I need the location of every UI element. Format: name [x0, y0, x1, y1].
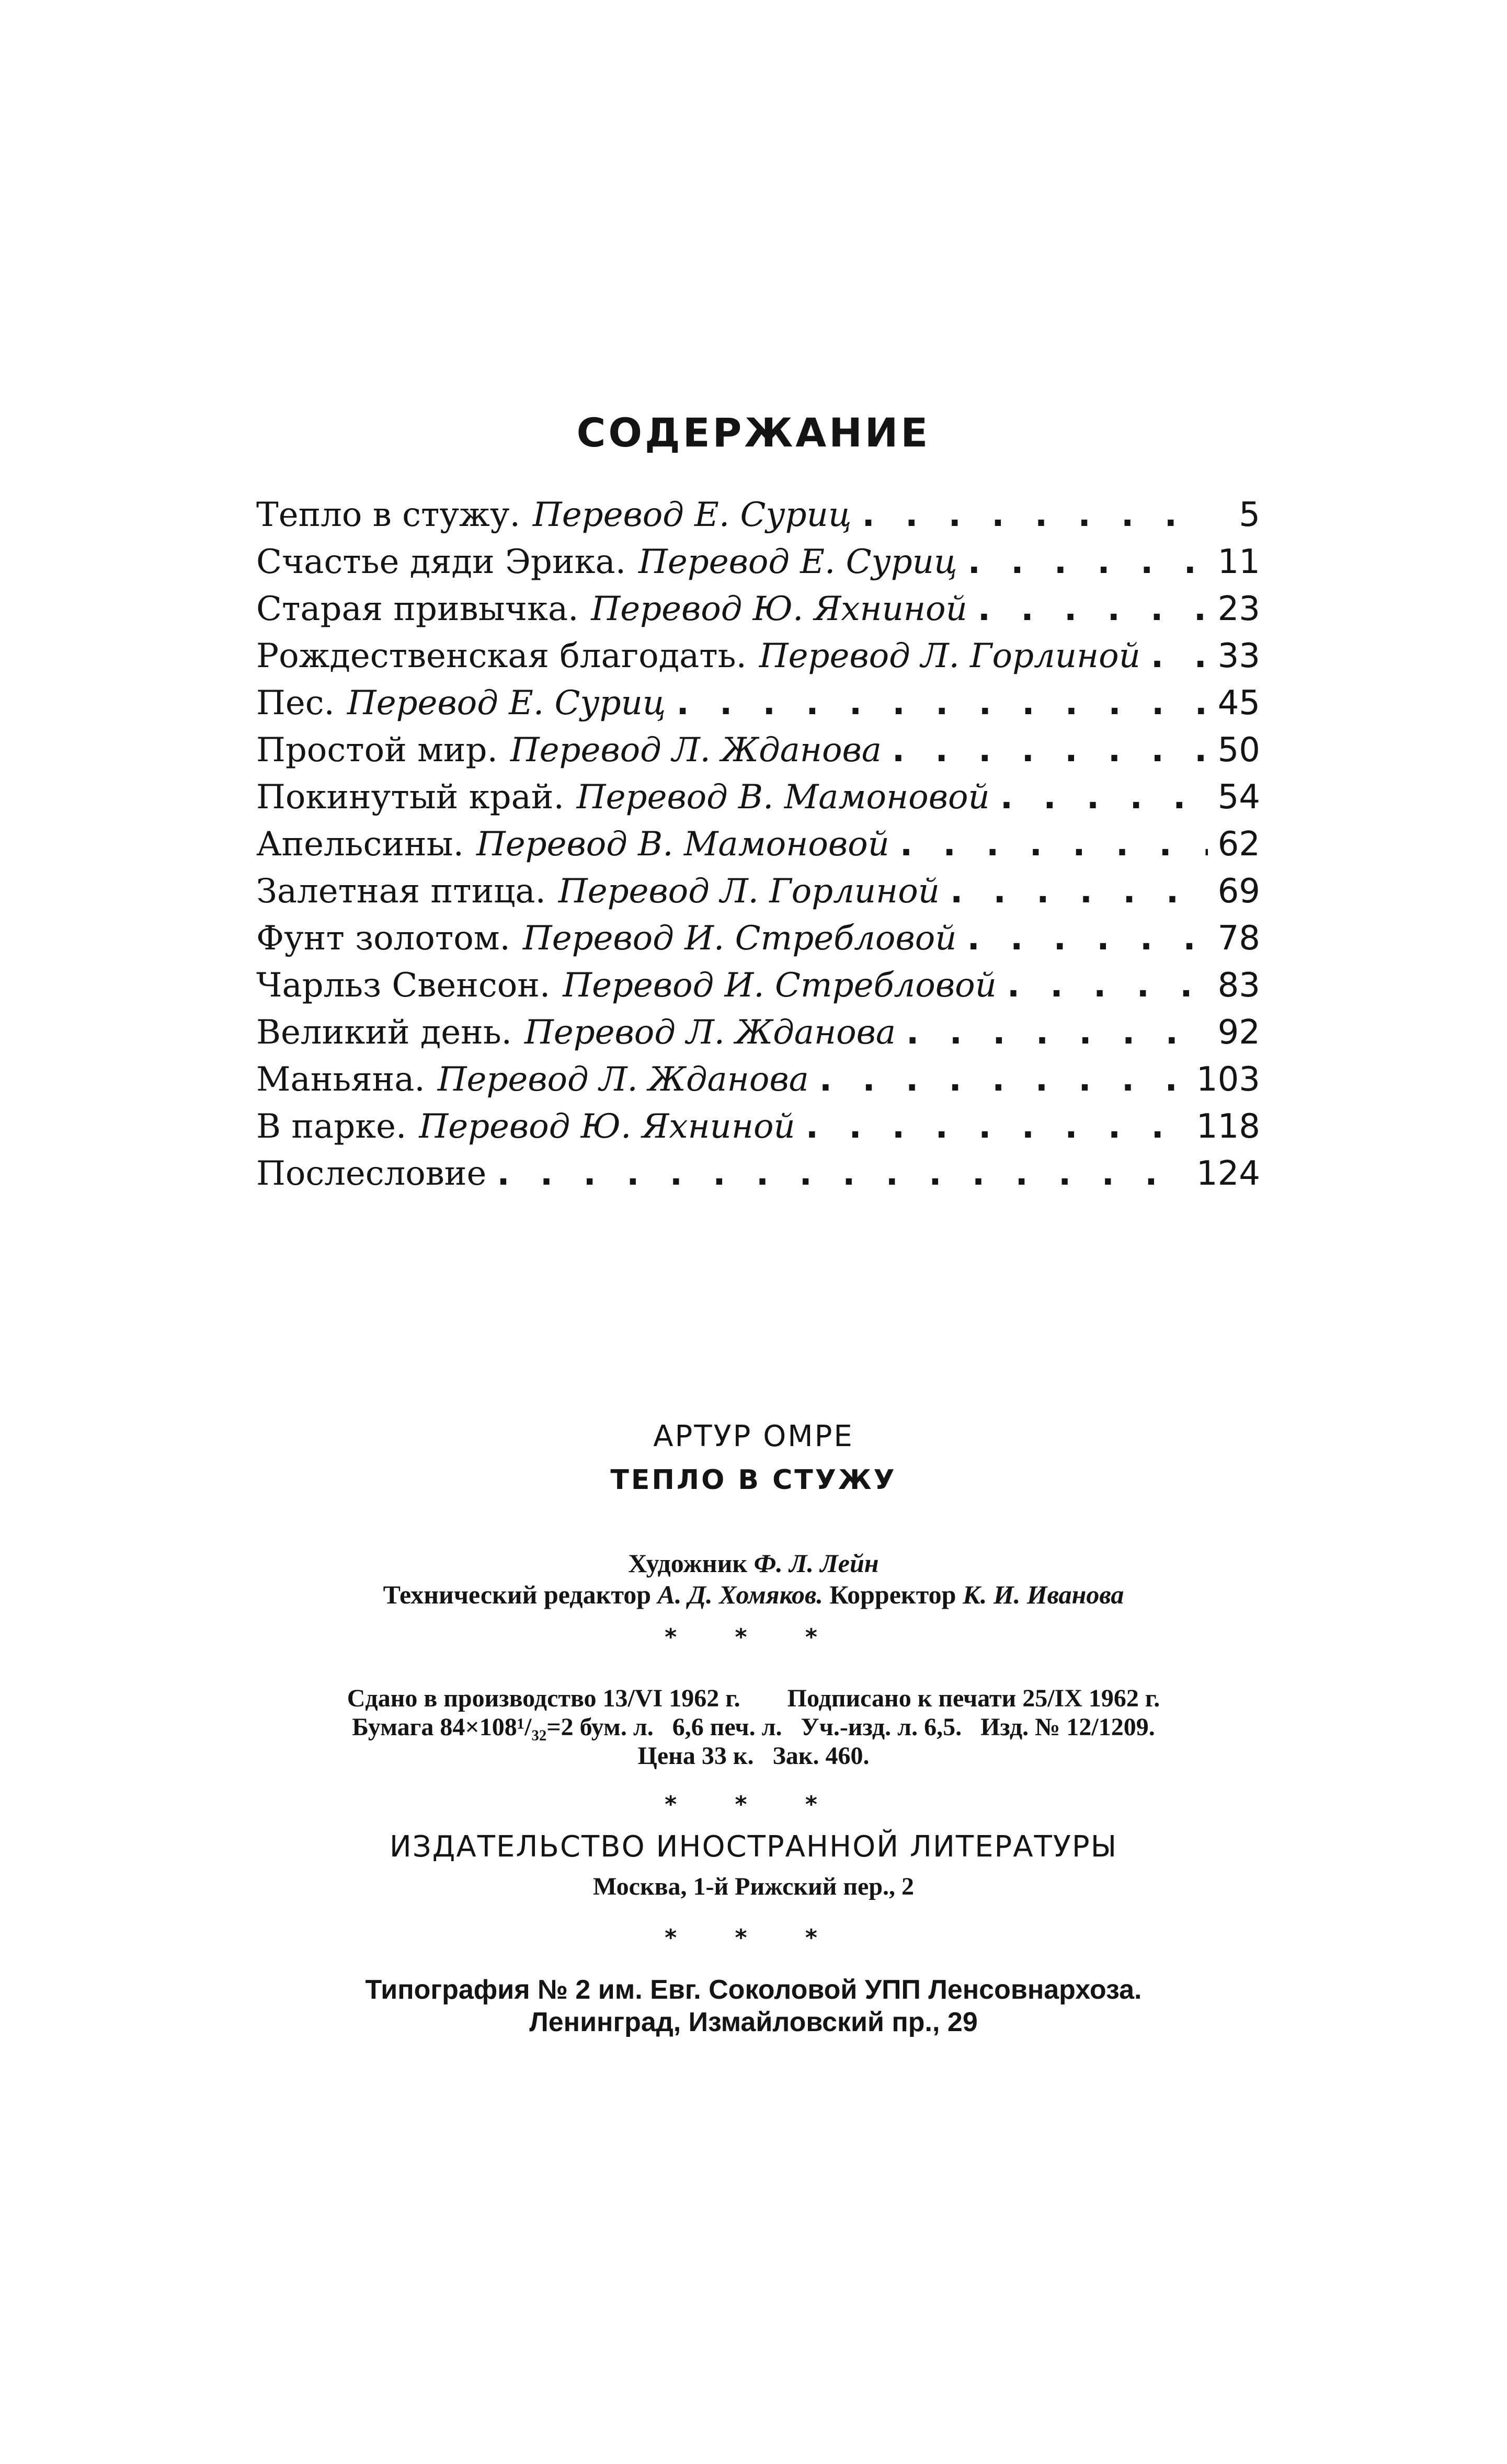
tech-editor-name: А. Д. Хомяков. [657, 1580, 823, 1609]
toc-translator: Перевод Л. Горлиной [558, 872, 940, 911]
toc-story-title: Рождественская благодать. [256, 637, 747, 675]
toc-entry [256, 538, 1260, 586]
toc-translator: Перевод В. Мамоновой [576, 778, 990, 817]
toc-entry [256, 1009, 1260, 1056]
toc-translator: Перевод Е. Суриц [347, 684, 666, 723]
toc-page-number: 118 [1196, 1107, 1260, 1146]
toc-entry [256, 868, 1260, 915]
toc-leader-dots [676, 680, 1208, 727]
toc-entry [256, 1150, 1260, 1197]
toc-page-number: 45 [1217, 684, 1260, 723]
printed-sheets: 6,6 печ. л. [672, 1713, 782, 1741]
toc-leader-dots [950, 868, 1208, 915]
toc-translator: Перевод Л. Горлиной [759, 637, 1140, 675]
toc-translator: Перевод Л. Жданова [437, 1060, 809, 1099]
toc-story-title: Старая привычка. [256, 590, 579, 628]
author-name: АРТУР ОМРЕ [653, 1419, 854, 1453]
toc-page-number: 124 [1196, 1154, 1260, 1193]
toc-story-title: Послесловие [256, 1154, 487, 1193]
toc-entry [256, 821, 1260, 868]
toc-story-title: Пес. [256, 684, 335, 723]
toc-page-number: 69 [1217, 872, 1260, 911]
order-number: Зак. 460. [772, 1742, 870, 1770]
toc-story-title: Фунт золотом. [256, 919, 510, 958]
price: Цена 33 к. [637, 1742, 754, 1770]
toc-leader-dots [967, 915, 1208, 962]
contents-heading: СОДЕРЖАНИЕ [576, 409, 931, 456]
toc-leader-dots [819, 1056, 1191, 1103]
toc-leader-dots [806, 1103, 1191, 1150]
printer-address: Ленинград, Измайловский пр., 29 [529, 2007, 978, 2037]
toc-entry [256, 727, 1260, 774]
separator-stars: * * * [665, 1924, 842, 1951]
toc-entry [256, 774, 1260, 821]
table-of-contents [256, 491, 1260, 1197]
toc-leader-dots [968, 538, 1208, 586]
toc-translator: Перевод Е. Суриц [532, 496, 852, 534]
edition-sheets: Уч.-изд. л. 6,5. [801, 1713, 962, 1741]
toc-translator: Перевод Ю. Яхниной [591, 590, 967, 628]
toc-page-number: 103 [1196, 1060, 1260, 1099]
toc-entry [256, 586, 1260, 633]
artist-name: Ф. Л. Лейн [754, 1549, 879, 1578]
toc-story-title: Апельсины. [256, 825, 464, 864]
toc-story-title: Великий день. [256, 1013, 512, 1052]
toc-story-title: Залетная птица. [256, 872, 546, 911]
toc-story-title: Покинутый край. [256, 778, 564, 817]
toc-entry [256, 962, 1260, 1009]
toc-entry [256, 915, 1260, 962]
signed-date: Подписано к печати 25/IX 1962 г. [787, 1684, 1160, 1712]
toc-page-number: 62 [1217, 825, 1260, 864]
toc-entry [256, 1103, 1260, 1150]
toc-leader-dots [1007, 962, 1208, 1009]
proofreader-label: Корректор [829, 1580, 956, 1609]
toc-story-title: Чарльз Свенсон. [256, 966, 551, 1005]
toc-page-number: 78 [1217, 919, 1260, 958]
toc-story-title: Простой мир. [256, 731, 498, 770]
toc-entry [256, 491, 1260, 538]
toc-translator: Перевод Л. Жданова [510, 731, 882, 770]
editors-credit [0, 1581, 1507, 1608]
production-date: Сдано в производство 13/VI 1962 г. [347, 1684, 740, 1712]
toc-page-number: 54 [1217, 778, 1260, 817]
edition-number: Изд. № 12/1209. [980, 1713, 1155, 1741]
toc-page-number: 23 [1217, 590, 1260, 628]
toc-page-number: 83 [1217, 966, 1260, 1005]
toc-entry [256, 633, 1260, 680]
toc-page-number: 92 [1217, 1013, 1260, 1052]
toc-translator: Перевод В. Мамоновой [476, 825, 889, 864]
book-title: ТЕПЛО В СТУЖУ [610, 1464, 897, 1496]
artist-label: Художник [628, 1549, 748, 1578]
toc-story-title: Тепло в стужу. [256, 496, 520, 534]
toc-translator: Перевод И. Стребловой [563, 966, 997, 1005]
toc-leader-dots [900, 821, 1208, 868]
proofreader-name: К. И. Иванова [962, 1580, 1124, 1609]
publisher-address: Москва, 1-й Рижский пер., 2 [592, 1873, 915, 1900]
toc-leader-dots [497, 1150, 1191, 1197]
toc-translator: Перевод И. Стребловой [522, 919, 957, 958]
printer-line: Типография № 2 им. Евг. Соколовой УПП Ленсовнархоза. [365, 1975, 1142, 2005]
separator-stars: * * * [665, 1624, 842, 1651]
toc-story-title: Маньяна. [256, 1060, 425, 1099]
artist-credit [0, 1550, 1507, 1576]
toc-page-number: 50 [1217, 731, 1260, 770]
toc-page-number: 11 [1217, 543, 1260, 581]
toc-page-number: 33 [1217, 637, 1260, 675]
toc-entry [256, 1056, 1260, 1103]
toc-leader-dots [1151, 633, 1208, 680]
print-dates [0, 1686, 1507, 1711]
toc-leader-dots [978, 586, 1208, 633]
separator-stars: * * * [665, 1791, 842, 1818]
toc-leader-dots [892, 727, 1208, 774]
toc-translator: Перевод Ю. Яхниной [419, 1107, 795, 1146]
toc-entry [256, 680, 1260, 727]
tech-editor-label: Технический редактор [383, 1580, 652, 1609]
toc-story-title: В парке. [256, 1107, 407, 1146]
toc-translator: Перевод Е. Суриц [638, 543, 957, 581]
toc-translator: Перевод Л. Жданова [524, 1013, 896, 1052]
print-specs [0, 1715, 1507, 1740]
price-order [0, 1744, 1507, 1769]
paper-format: Бумага 84×108¹/₃₂=2 бум. л. [352, 1713, 654, 1741]
toc-story-title: Счастье дяди Эрика. [256, 543, 626, 581]
toc-leader-dots [862, 491, 1208, 538]
publisher-name: ИЗДАТЕЛЬСТВО ИНОСТРАННОЙ ЛИТЕРАТУРЫ [389, 1830, 1118, 1864]
toc-leader-dots [1000, 774, 1208, 821]
toc-page-number: 5 [1239, 496, 1260, 534]
toc-leader-dots [906, 1009, 1208, 1056]
